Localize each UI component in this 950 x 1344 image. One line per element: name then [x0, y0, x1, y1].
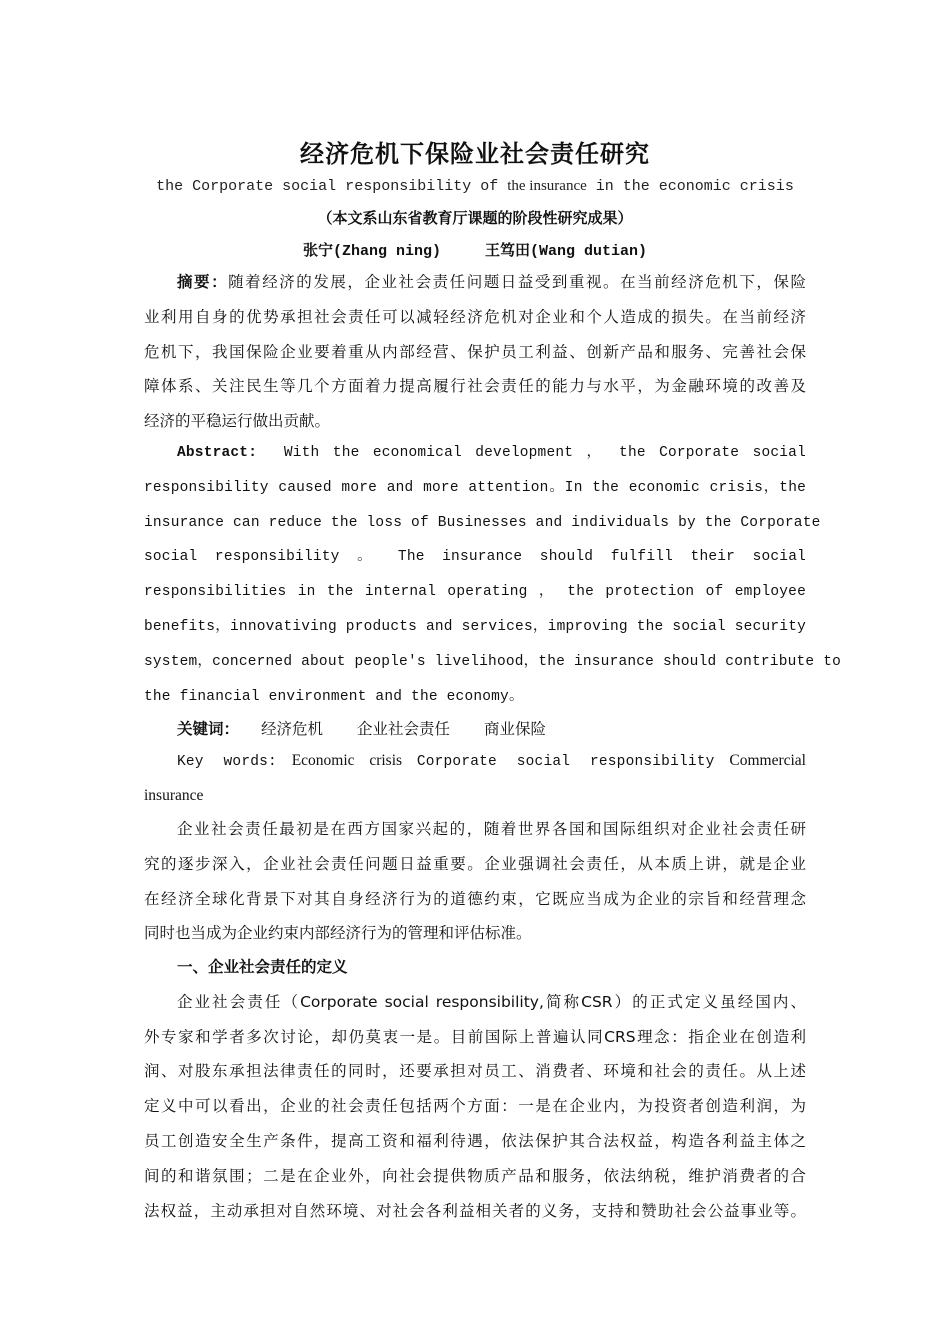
section-1-heading: 一、企业社会责任的定义: [177, 958, 348, 976]
abstract-en-line: system，concerned about people's livelihood，the insurance should contribute to: [144, 653, 842, 670]
abstract-en-line: insurance can reduce the loss of Businesses and individuals by the Corporate: [144, 514, 821, 531]
abstract-cn-label: 摘要：: [177, 273, 229, 291]
keywords-en-label: Key words:: [177, 754, 277, 770]
funding-note: （本文系山东省教育厅课题的阶段性研究成果）: [317, 209, 633, 227]
section-1-line: 外专家和学者多次讨论，却仍莫衷一是。目前国际上普遍认同CRS理念：指企业在创造利: [144, 1027, 806, 1046]
abstract-en-line: responsibility caused more and more attention。In the economic crisis，the: [144, 479, 806, 496]
abstract-cn-line: 摘要：随着经济的发展，企业社会责任问题日益受到重视。在当前经济危机下，保险: [177, 273, 806, 291]
section-1-line: 企业社会责任（Corporate social responsibility,简称CSR）的正式定义虽经国内、: [177, 992, 806, 1011]
section-1: [144, 950, 806, 1228]
paper-title: 经济危机下保险业社会责任研究: [300, 140, 650, 168]
intro-line: 究的逐步深入，企业社会责任问题日益重要。企业强调社会责任，从本质上讲，就是企业: [144, 854, 806, 873]
section-1-line: 间的和谐氛围；二是在企业外，向社会提供物质产品和服务，依法纳税，维护消费者的合: [144, 1166, 806, 1185]
subtitle-part-1: the Corporate social responsibility of: [156, 178, 508, 195]
abstract-cn-line: 危机下，我国保险企业要着重从内部经营、保护员工利益、创新产品和服务、完善社会保: [144, 342, 806, 361]
keyword-en: Corporate social responsibility: [416, 754, 715, 770]
keywords-cn-label: 关键词：: [177, 720, 240, 738]
abstract-en-line: responsibilities in the internal operating ， the protection of employee: [144, 584, 806, 601]
intro-line: 在经济全球化背景下对其自身经济行为的道德约束，它既应当成为企业的宗旨和经营理念: [144, 889, 806, 908]
keyword-en-continued: insurance: [144, 786, 204, 804]
keyword-en: Economic crisis: [291, 752, 403, 769]
section-1-line: 润、对股东承担法律责任的同时，还要承担对员工、消费者、环境和社会的责任。从上述: [144, 1062, 806, 1081]
keyword-cn: 商业保险: [484, 720, 547, 738]
paper-subtitle: [0, 178, 950, 195]
keyword-cn: 企业社会责任: [357, 720, 451, 738]
intro-line: 同时也当成为企业约束内部经济行为的管理和评估标准。: [144, 924, 532, 943]
intro-paragraph: [144, 812, 806, 951]
subtitle-part-3: in the economic crisis: [586, 178, 794, 195]
keywords-cn: [144, 712, 806, 747]
keyword-cn: 经济危机: [261, 720, 324, 738]
author-1: 张宁(Zhang ning): [302, 243, 441, 260]
subtitle-part-2: the insurance: [507, 178, 587, 194]
keywords-en: [144, 744, 806, 814]
abstract-en-line: benefits，innovativing products and services，improving the social security: [144, 618, 806, 635]
authors: [0, 239, 950, 260]
abstract-en-line: Abstract: With the economical development ， the Corporate social: [177, 445, 806, 461]
abstract-en-label: Abstract:: [177, 445, 258, 461]
abstract-cn-line: 业利用自身的优势承担社会责任可以减轻经济危机对企业和个人造成的损失。在当前经济: [144, 307, 806, 326]
abstract-en-line: the financial environment and the economy。: [144, 688, 524, 705]
section-1-line: 定义中可以看出，企业的社会责任包括两个方面：一是在企业内，为投资者创造利润，为: [144, 1097, 806, 1116]
abstract-cn-line: 障体系、关注民生等几个方面着力提高履行社会责任的能力与水平，为金融环境的改善及: [144, 377, 806, 396]
keyword-en: Commercial: [729, 752, 806, 769]
section-1-line: 员工创造安全生产条件，提高工资和福利待遇，依法保护其合法权益，构造各利益主体之: [144, 1131, 806, 1150]
intro-line: 企业社会责任最初是在西方国家兴起的，随着世界各国和国际组织对企业社会责任研: [177, 820, 806, 838]
section-1-line: 法权益，主动承担对自然环境、对社会各利益相关者的义务，支持和赞助社会公益事业等。: [144, 1201, 806, 1220]
author-2: 王笃田(Wang dutian): [485, 243, 648, 260]
abstract-en-line: social responsibility 。 The insurance should fulfill their social: [144, 549, 806, 566]
abstract-cn: [144, 265, 806, 439]
abstract-cn-line: 经济的平稳运行做出贡献。: [144, 412, 331, 431]
abstract-en: [144, 436, 842, 714]
